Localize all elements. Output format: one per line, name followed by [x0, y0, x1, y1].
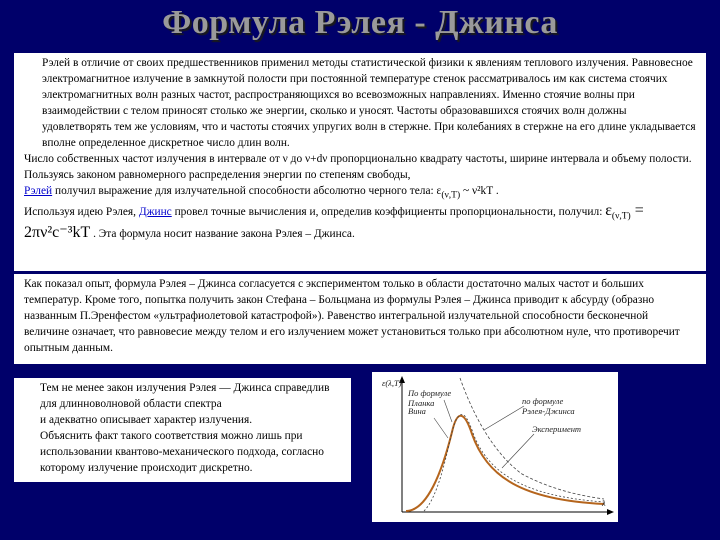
paragraph-rayleigh-intro: Рэлей в отличие от своих предшественников применил методы статистической физики к явлениям теплового излучения. Равновесное электромагнитное излучение в замкнутой полости при постоянной температуре стенок рассматривалось им как система стоячих электромагнитных волн разных частот, распространяющихся во всевозможных направлениях. Именно стоячие волны при взаимодействии с телом приносят столько же энергии, сколько и уносят. Частоты образовавшихся стоячих волн должны удовлетворять тем же условиям, что и частоты стоячих упругих волн в стержне. При колебаниях в стержне на его длине укладывается вполне определенное дискретное число длин волн. — [42, 57, 696, 149]
emissivity-proportion: ~ ν²kT . — [460, 185, 499, 197]
jeans-link[interactable]: Джинс — [138, 206, 172, 219]
formula-name-text: . Эта формула носит название закона Рэлея – Джинса. — [90, 227, 355, 240]
frequency-count-text: Число собственных частот излучения в интервале от ν до ν+dν пропорционально квадрату частоты, ширине интервала и объему полости. Пользуясь законом равномерного распределения энергии по степеням свободы, — [24, 153, 692, 181]
rayleigh-link[interactable]: Рэлей — [24, 185, 53, 197]
emissivity-text: получил выражение для излучательной способности абсолютно черного тела: ε — [52, 185, 442, 197]
validity-line: Тем не менее закон излучения Рэлея — Джинса справедлив для длинноволновой области спектра — [40, 382, 330, 410]
x-axis-arrow — [607, 509, 614, 515]
experiment-label: Эксперимент — [532, 424, 582, 434]
rj-leader — [484, 406, 524, 430]
x-axis-label: λ — [602, 498, 606, 508]
wien-label: Вина — [408, 406, 426, 416]
paragraph-ultraviolet-catastrophe: Как показал опыт, формула Рэлея – Джинса согласуется с экспериментом только в области достаточно малых частот и больших температур. Кроме того, попытка получить закон Стефана – Больцмана из формулы Рэлея – Джинса приводит к абсурду (образно названным П.Эренфестом «ультрафиолетовой катастрофой»). Равенство интегральной излучательной способности бесконечной величине означает, что равновесие между телом и его излучением может установиться только при абсолютном нуле, что противоречит опытным данным. — [24, 278, 680, 354]
rayleigh-jeans-derivation-text — [14, 53, 706, 271]
radiation-curves-graph — [372, 372, 618, 522]
formula-subscript: (ν,T) — [611, 211, 631, 222]
paragraph-jeans — [24, 203, 696, 241]
experiment-leader — [502, 434, 534, 468]
formula-expression: = 2πν²c⁻³kT — [24, 202, 644, 241]
experiment-comparison-text — [14, 274, 706, 364]
slide-title: Формула Рэлея - Джинса — [162, 4, 558, 41]
formula-epsilon: ε — [605, 202, 612, 220]
radiation-curves-svg — [372, 372, 618, 522]
jeans-intro-text: Используя идею Рэлея, — [24, 206, 139, 219]
emissivity-subscript: (ν,T) — [441, 190, 461, 201]
long-wave-validity-text — [14, 378, 351, 482]
wien-leader — [434, 418, 448, 438]
quantum-explanation-line: Объяснить факт такого соответствия можно лишь при использовании квантово-механического подхода, согласно которому излучение происходит дискретно. — [40, 430, 324, 474]
adequacy-line: и адекватно описывает характер излучения. — [40, 414, 253, 426]
rayleigh-jeans-label: по формуле Рэлея-Джинса — [522, 396, 575, 416]
planck-label: По формуле Планка — [408, 388, 452, 408]
paragraph-frequency-count — [24, 151, 696, 203]
jeans-calculation-text: провел точные вычисления и, определив коэффициенты пропорциональности, получил: — [171, 206, 606, 219]
y-axis-label: ε(λ,T) — [382, 378, 402, 388]
planck-leader — [444, 400, 452, 422]
